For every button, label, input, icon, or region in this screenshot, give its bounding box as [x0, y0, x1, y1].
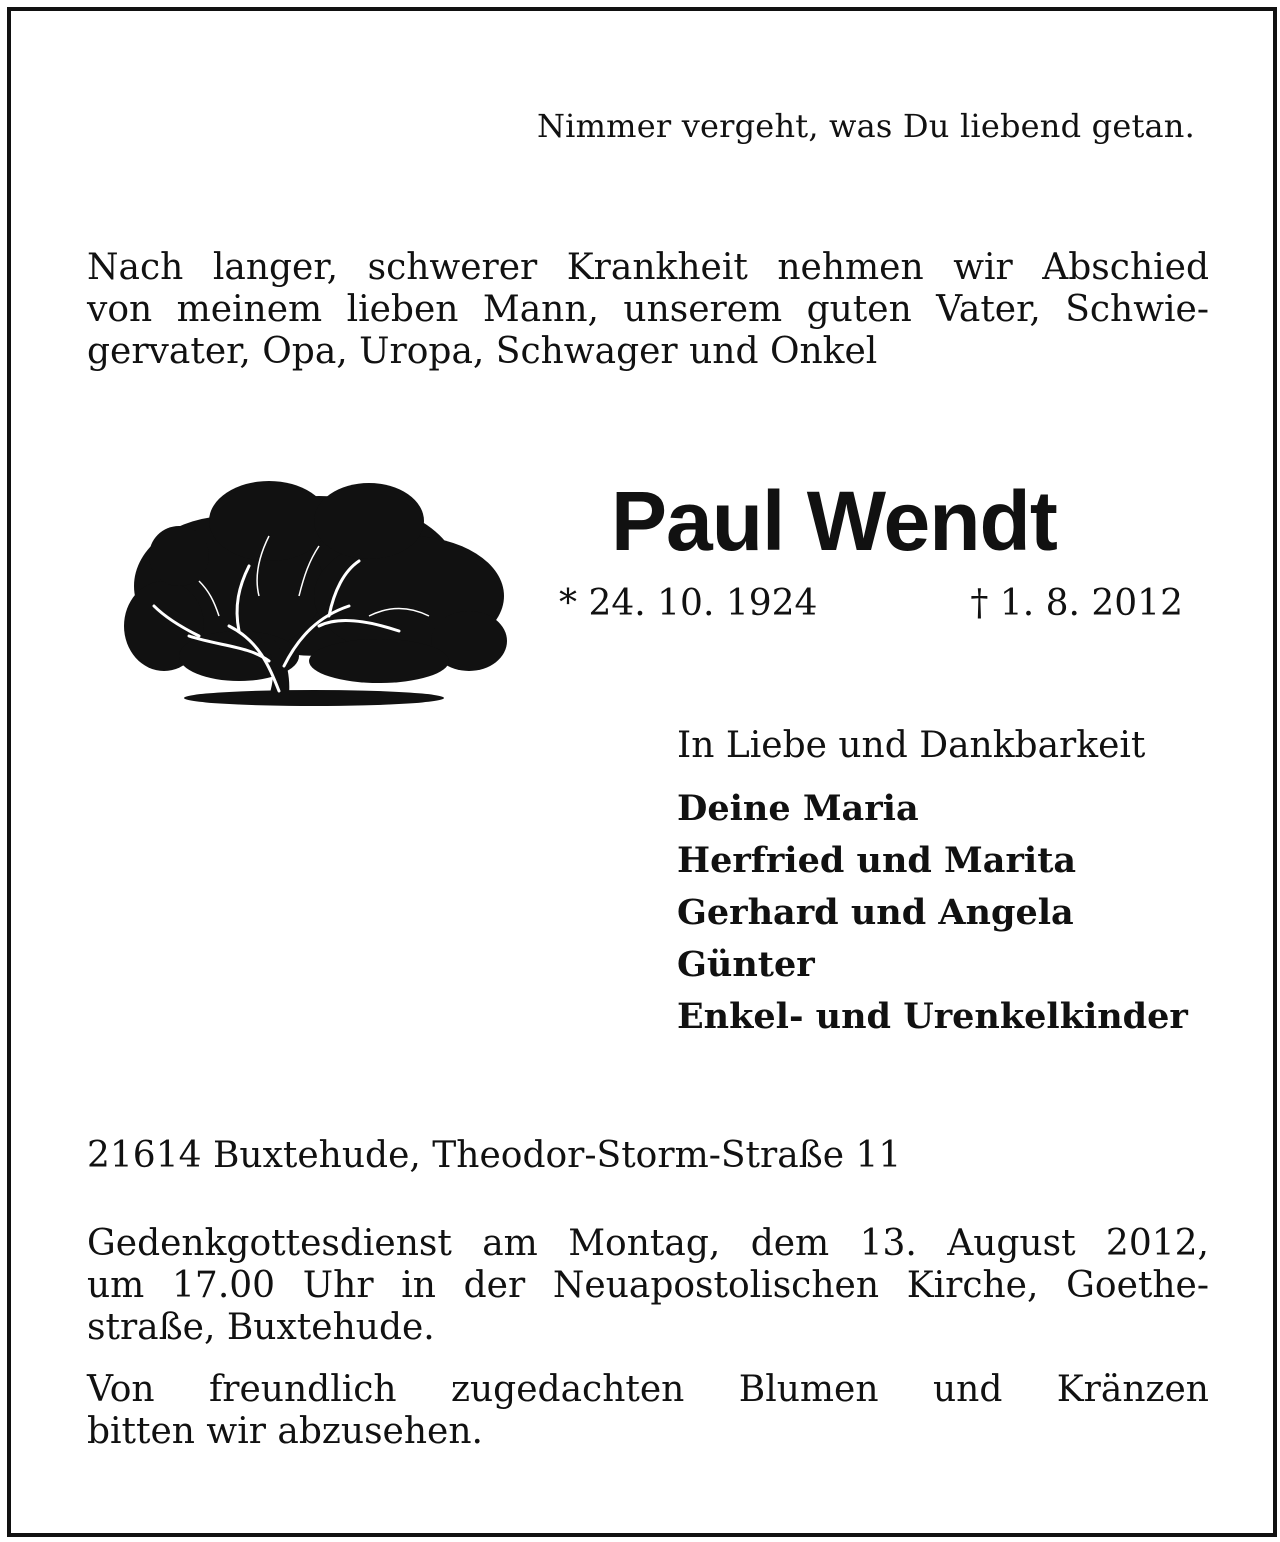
mourner-name: Herfried und Marita	[677, 840, 1077, 881]
service-line: um 17.00 Uhr in der Neuapostolischen Kirche, Goethe-	[87, 1265, 1209, 1306]
flowers-line: Von freundlich zugedachten Blumen und Kränzen	[87, 1369, 1209, 1410]
service-line: Gedenkgottesdienst am Montag, dem 13. August 2012,	[87, 1223, 1209, 1264]
service-text	[87, 1223, 1209, 1349]
birth-date: * 24. 10. 1924	[559, 583, 818, 624]
address: 21614 Buxtehude, Theodor-Storm-Straße 11	[87, 1135, 902, 1176]
flowers-line: bitten wir abzusehen.	[87, 1411, 483, 1452]
obituary-frame	[7, 7, 1277, 1537]
intro-line: Nach langer, schwerer Krankheit nehmen wir Abschied	[87, 247, 1209, 288]
flowers-text	[87, 1369, 1209, 1453]
mourner-name: Gerhard und Angela	[677, 892, 1074, 933]
service-line: straße, Buxtehude.	[87, 1307, 435, 1348]
deceased-name: Paul Wendt	[611, 474, 1057, 568]
intro-line: gervater, Opa, Uropa, Schwager und Onkel	[87, 331, 878, 372]
mourners-intro: In Liebe und Dankbarkeit	[677, 725, 1146, 766]
intro-line: von meinem lieben Mann, unserem guten Vater, Schwie-	[87, 289, 1209, 330]
intro-text	[87, 247, 1209, 373]
mourner-name: Günter	[677, 944, 815, 985]
tree-icon	[119, 466, 509, 716]
motto: Nimmer vergeht, was Du liebend getan.	[536, 107, 1195, 145]
mourner-name: Deine Maria	[677, 788, 919, 829]
death-date: † 1. 8. 2012	[970, 583, 1183, 624]
mourners-list	[677, 783, 1188, 1043]
mourner-name: Enkel- und Urenkelkinder	[677, 996, 1188, 1037]
